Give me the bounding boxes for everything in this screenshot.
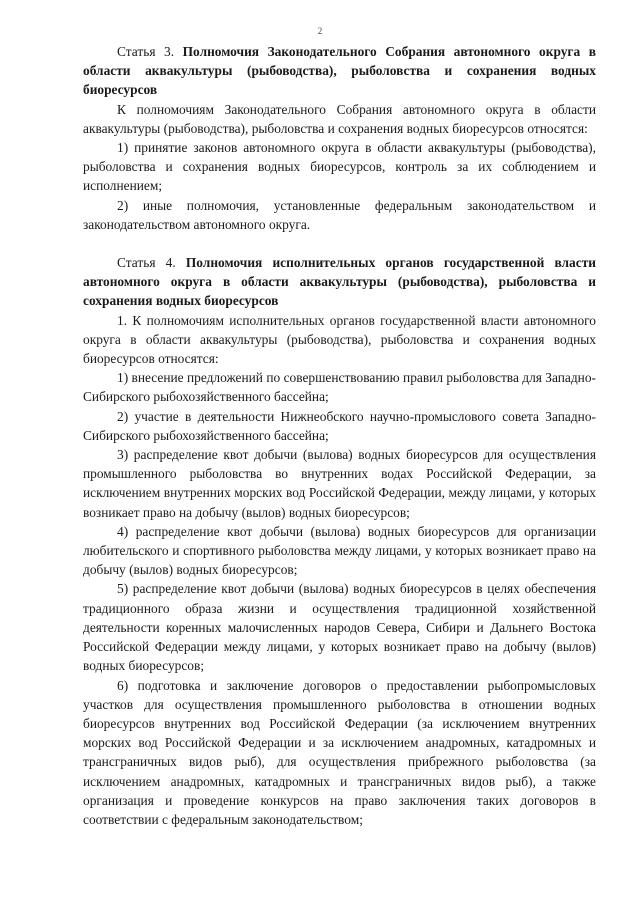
article-separator [83,234,596,253]
article-paragraph: 2) участие в деятельности Нижнеобского научно-промыслового совета Западно-Сибирского рыбохозяйственного бассейна; [83,408,596,443]
article-4 [83,253,596,829]
article-paragraph: 5) распределение квот добычи (вылова) водных биоресурсов в целях обеспечения традиционного образа жизни и осуществления традиционной хозяйственной деятельности коренных малочисленных народов Севера, Сибири и Дальнего Востока Российской Федерации между лицами, у которых возникает право на добычу (вылов) водных биоресурсов; [83,581,596,674]
article-paragraph: 6) подготовка и заключение договоров о предоставлении рыбопромысловых участков для осуществления промышленного рыболовства в отношении водных биоресурсов внутренних вод Российской Федерации (за исключением внутренних морских вод Российской Федерации и за исключением анадромных, катадромных и трансграничных видов рыб), для осуществления прибрежного рыболовства (за исключением анадромных, катадромных и трансграничных видов рыб), а также организация и проведение конкурсов на право заключения таких договоров в соответствии с федеральным законодательством; [83,677,596,827]
article-paragraph: 3) распределение квот добычи (вылова) водных биоресурсов для осуществления промышленного рыболовства во внутренних водах Российской Федерации, за исключением внутренних морских вод Российской Федерации, между лицами, у которых возникает право на добычу (вылов) водных биоресурсов; [83,447,596,520]
article-heading [83,42,596,100]
document-body [83,42,596,829]
article-label: Статья 4. [117,255,176,271]
article-3 [83,42,596,234]
article-label: Статья 3. [117,44,175,59]
article-paragraph: К полномочиям Законодательного Собрания автономного округа в области аквакультуры (рыбоводства), рыболовства и сохранения водных биоресурсов относятся: [83,101,596,136]
page-number: 2 [317,26,323,36]
article-title: Полномочия исполнительных органов государственной власти автономного округа в области аквакультуры (рыбоводства), рыболовства и сохранения водных биоресурсов [83,255,596,309]
article-paragraph: 1. К полномочиям исполнительных органов государственной власти автономного округа в области аквакультуры (рыбоводства), рыболовства и сохранения водных биоресурсов относятся: [83,312,596,367]
article-paragraph: 1) внесение предложений по совершенствованию правил рыболовства для Западно-Сибирского рыбохозяйственного бассейна; [83,370,596,405]
article-paragraph: 1) принятие законов автономного округа в области аквакультуры (рыбоводства), рыболовства и сохранения водных биоресурсов, контроль за их соблюдением и исполнением; [83,140,596,194]
article-paragraph: 4) распределение квот добычи (вылова) водных биоресурсов для организации любительского и спортивного рыболовства между лицами, у которых возникает право на добычу (вылов) водных биоресурсов; [83,523,596,578]
article-title: Полномочия Законодательного Собрания автономного округа в области аквакультуры (рыбоводства), рыболовства и сохранения водных биоресурсов [83,44,596,98]
article-heading [83,253,596,311]
article-paragraph: 2) иные полномочия, установленные федеральным законодательством и законодательством автономного округа. [83,197,596,232]
